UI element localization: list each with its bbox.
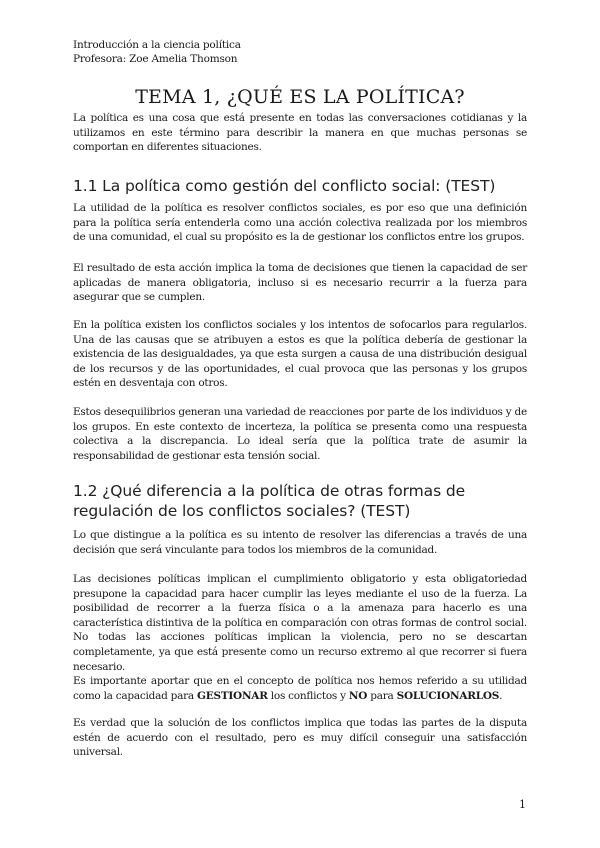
emphasis-no: NO <box>348 689 368 702</box>
emphasis-gestionar: GESTIONAR <box>197 689 268 702</box>
section1-paragraph-2: El resultado de esta acción implica la toma de decisiones que tienen la capacidad de ser aplicadas de manera obligatoria, incluso si es necesario recurrir a la fuerza para asegurar que se cumplen. <box>73 262 527 304</box>
page-title: TEMA 1, ¿QUÉ ES LA POLÍTICA? <box>135 86 465 108</box>
emphasis-solucionarlos: SOLUCIONARLOS <box>396 689 500 702</box>
section2-heading: 1.2 ¿Qué diferencia a la política de otras formas de regulación de los conflictos sociales? (TEST) <box>73 482 466 520</box>
intro-paragraph: La política es una cosa que está presente en todas las conversaciones cotidianas y la utilizamos en este término para describir la manera en que muchas personas se comportan en diferentes situaciones. <box>73 112 527 154</box>
emphasis-mid2: para <box>367 689 397 702</box>
section1-paragraph-1: La utilidad de la política es resolver conflictos sociales, es por eso que una definición para la política sería entenderla como una acción colectiva realizada por los miembros de una comunidad, el cual su propósito es la de gestionar los conflictos entre los grupos. <box>73 202 527 244</box>
emphasis-mid: los conflictos y <box>267 689 349 702</box>
teacher-name: Profesora: Zoe Amelia Thomson <box>73 53 238 65</box>
page-number: 1 <box>519 798 526 811</box>
section1-heading: 1.1 La política como gestión del conflicto social: (TEST) <box>73 177 496 195</box>
emphasis-pre: Es importante aportar que en el concepto de política nos hemos referido a su utilidad como la capacidad para <box>73 675 527 702</box>
emphasis-post: . <box>499 689 503 702</box>
section2-paragraph-1: Lo que distingue a la política es su intento de resolver las diferencias a través de una decisión que será vinculante para todos los miembros de la comunidad. <box>73 529 527 556</box>
section2-emphasis-paragraph <box>73 674 527 703</box>
course-name: Introducción a la ciencia política <box>73 39 241 51</box>
section2-paragraph-2: Las decisiones políticas implican el cumplimiento obligatorio y esta obligatoriedad presupone la capacidad para hacer cumplir las leyes mediante el uso de la fuerza. La posibilidad de recorrer a la fuerza física o a la amenaza para hacerlo es una característica distintiva de la política en comparación con otras formas de control social. No todas las acciones políticas implican la violencia, pero no se descartan completamente, ya que está presente como un recurso extremo al que recorrer si fuera necesario. <box>73 573 527 673</box>
section1-paragraph-3: En la política existen los conflictos sociales y los intentos de sofocarlos para regularlos. Una de las causas que se atribuyen a estos es que la política debería de gestionar la existencia de las desigualdades, ya que esta surgen a causa de una distribución desigual de los recursos y de las oportunidades, el cual provoca que las personas y los grupos estén en desventaja con otros. <box>73 319 527 390</box>
section2-closing-paragraph: Es verdad que la solución de los conflictos implica que todas las partes de la disputa estén de acuerdo con el resultado, pero es muy difícil conseguir una satisfacción universal. <box>73 717 527 759</box>
page-header <box>73 38 241 66</box>
section1-paragraph-4: Estos desequilibrios generan una variedad de reacciones por parte de los individuos y de los grupos. En este contexto de incerteza, la política se presenta como una respuesta colectiva a la discrepancia. Lo ideal sería que la política trate de asumir la responsabilidad de gestionar esta tensión social. <box>73 406 527 462</box>
